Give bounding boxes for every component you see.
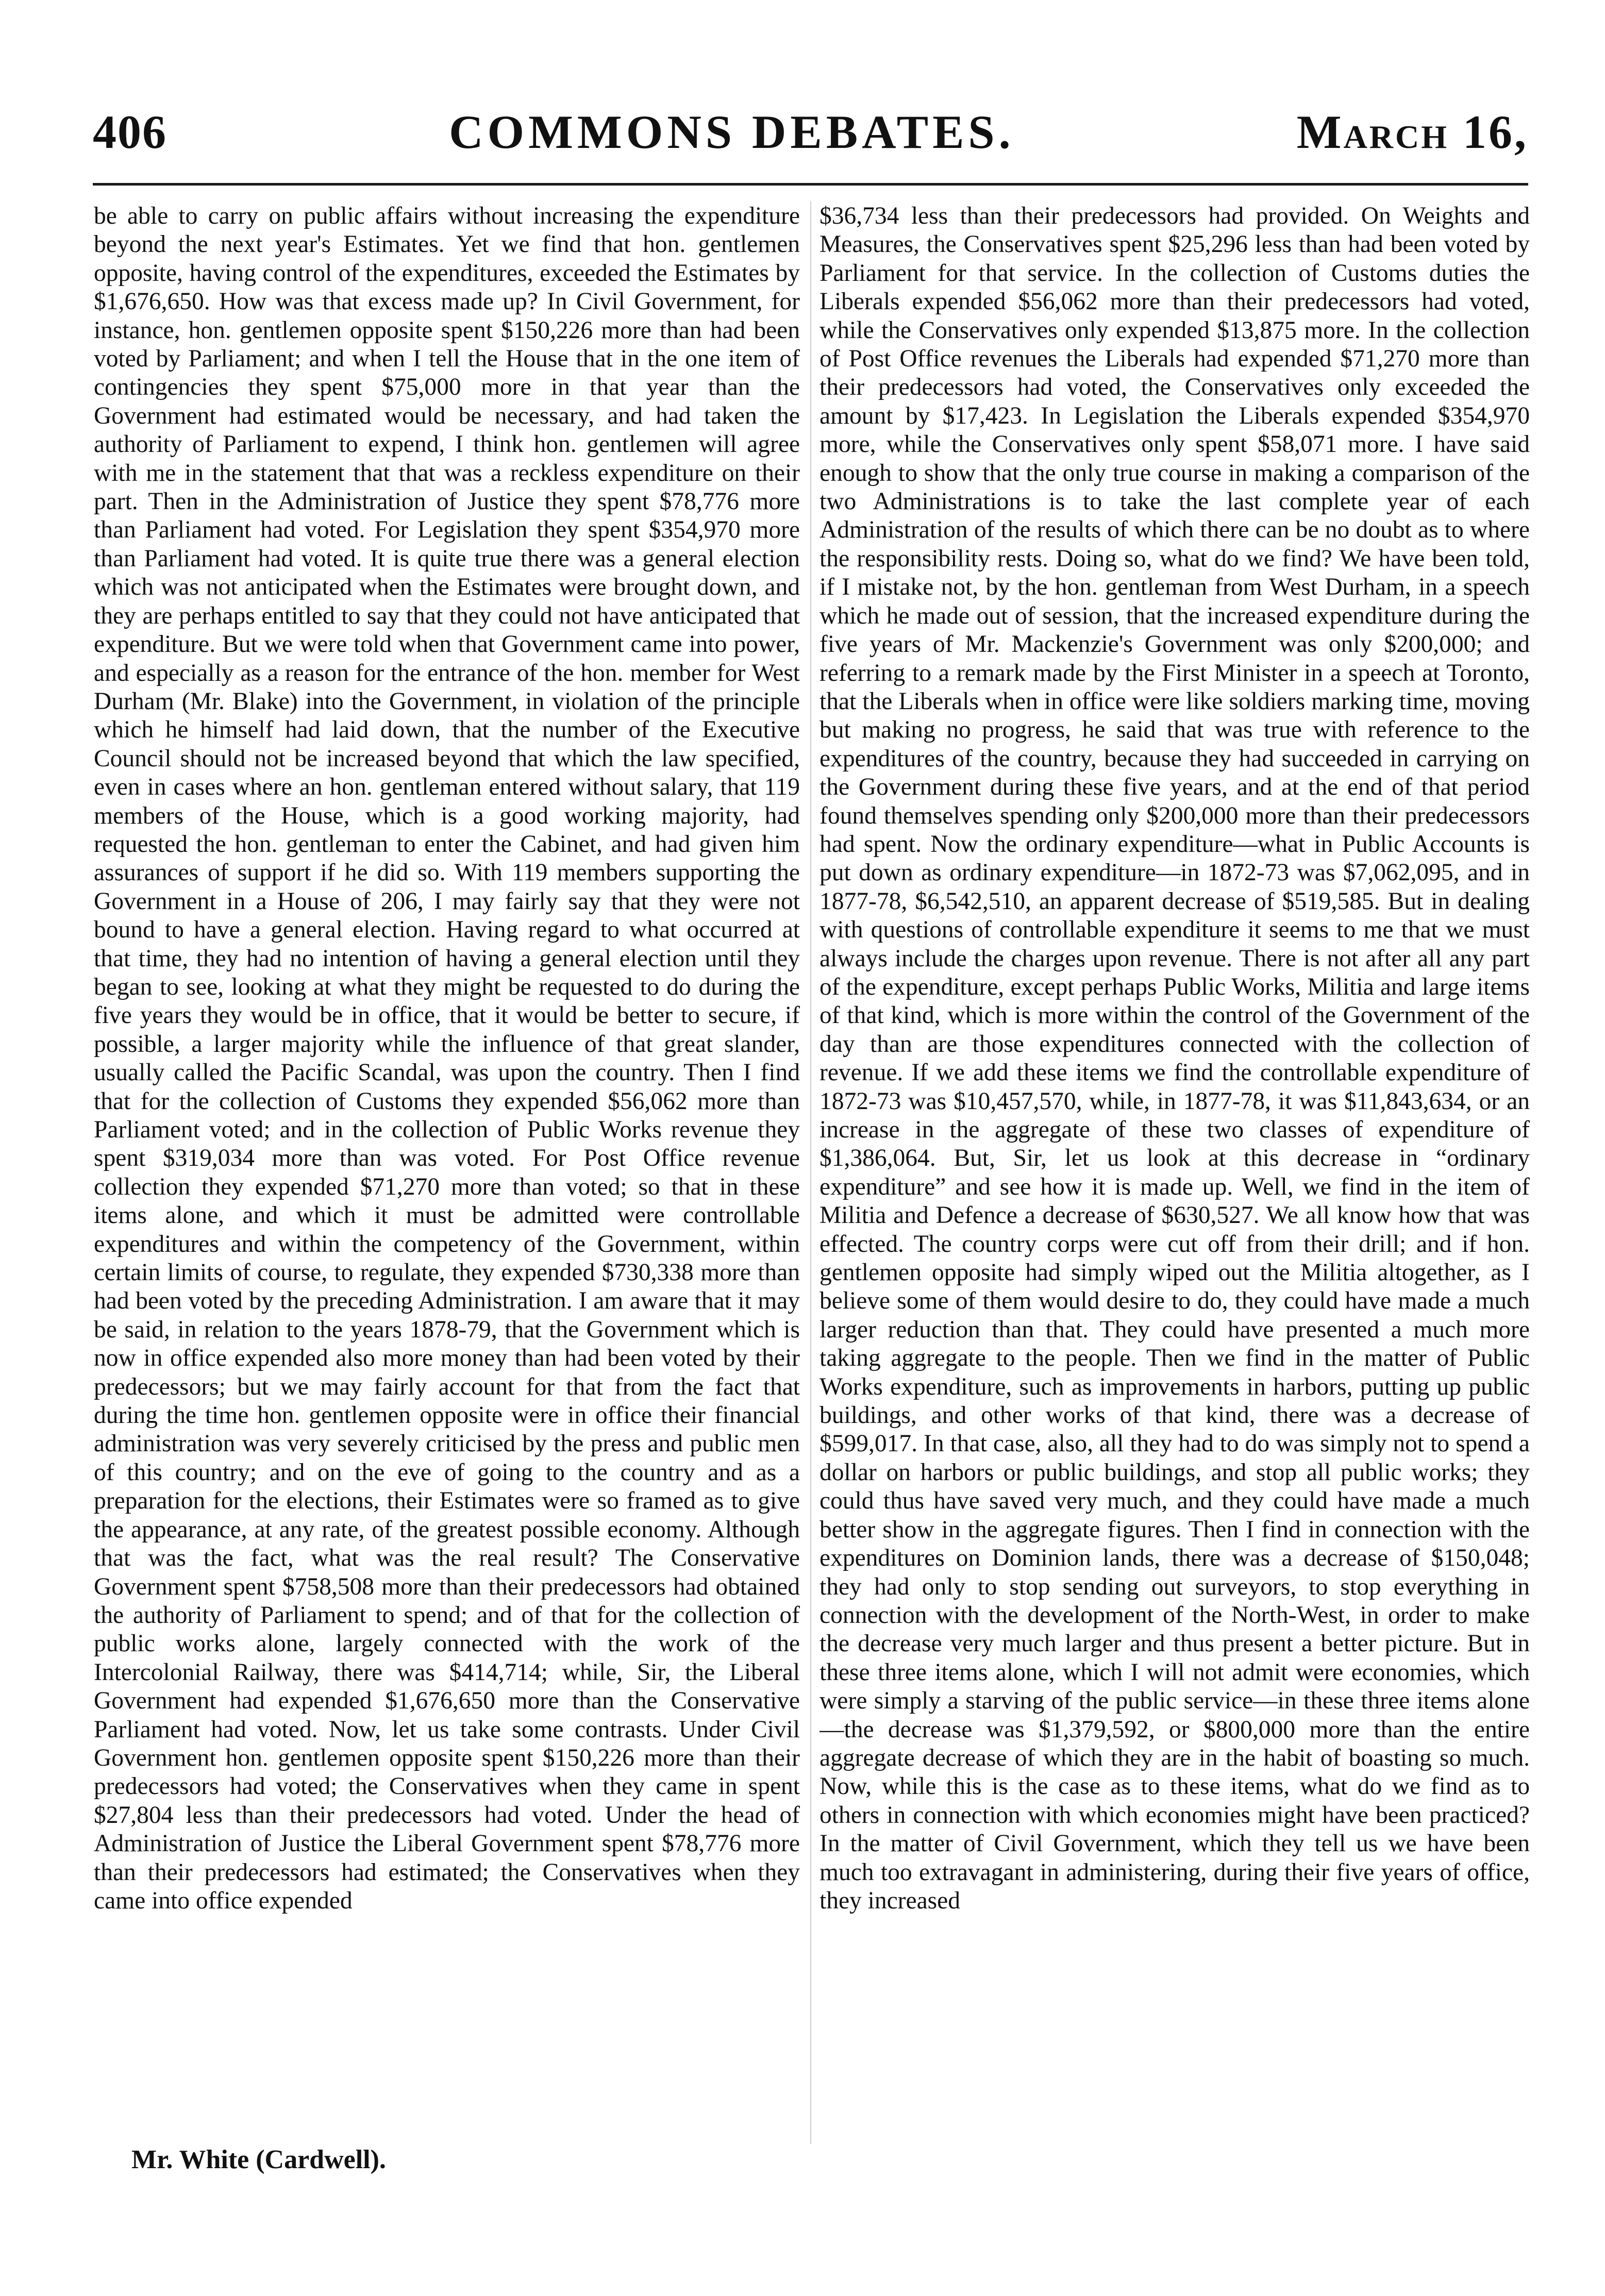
column-divider bbox=[810, 201, 811, 2144]
left-column bbox=[94, 202, 800, 2160]
page-header bbox=[93, 108, 1528, 170]
page-title: COMMONS DEBATES. bbox=[449, 106, 1015, 158]
page-number: 406 bbox=[93, 106, 167, 158]
right-column bbox=[820, 202, 1530, 2160]
header-rule bbox=[93, 183, 1528, 186]
right-column-text: $36,734 less than their predecessors had provided. On Weights and Measures, the Conservatives spent $25,296 less than had been voted by Parliament for that service. In the collection of Customs duties the Liberals expended $56,062 more than their predecessors had voted, while the Conservatives only expended $13,875 more. In the collection of Post Office revenues the Liberals had expended $71,270 more than their predecessors had voted, the Conservatives only exceeded the amount by $17,423. In Legislation the Liberals expended $354,970 more, while the Conservatives only spent $58,071 more. I have said enough to show that the only true course in making a comparison of the two Administrations is to take the last complete year of each Administration of the results of which there can be no doubt as to where the responsibility rests. Doing so, what do we find? We have been told, if I mistake not, by the hon. gentleman from West Durham, in a speech which he made out of session, that the increased expenditure during the five years of Mr. Mackenzie's Government was only $200,000; and referring to a remark made by the First Minister in a speech at Toronto, that the Liberals when in office were like soldiers marking time, moving but making no progress, he said that was true with reference to the expenditures of the country, because they had succeeded in carrying on the Government during these five years, and at the end of that period found themselves spending only $200,000 more than their predecessors had spent. Now the ordinary expenditure—what in Public Accounts is put down as ordinary expenditure—in 1872-73 was $7,062,095, and in 1877-78, $6,542,510, an apparent decrease of $519,585. But in dealing with questions of controllable expenditure it seems to me that we must always include the charges upon revenue. There is not after all any part of the expenditure, except perhaps Public Works, Militia and large items of that kind, which is more within the control of the Government of the day than are those expenditures connected with the collection of revenue. If we add these items we find the controllable expenditure of 1872-73 was $10,457,570, while, in 1877-78, it was $11,843,634, or an increase in the aggregate of these two classes of expenditure of $1,386,064. But, Sir, let us look at this decrease in “ordinary expenditure” and see how it is made up. Well, we find in the item of Militia and Defence a decrease of $630,527. We all know how that was effected. The country corps were cut off from their drill; and if hon. gentlemen opposite had simply wiped out the Militia altogether, as I believe some of them would desire to do, they could have made a much larger reduction than that. They could have presented a much more taking aggregate to the people. Then we find in the matter of Public Works expenditure, such as improvements in harbors, putting up public buildings, and other works of that kind, there was a decrease of $599,017. In that case, also, all they had to do was simply not to spend a dollar on harbors or public buildings, and stop all public works; they could thus have saved very much, and they could have made a much better show in the aggregate figures. Then I find in connection with the expenditures on Dominion lands, there was a decrease of $150,048; they had only to stop sending out surveyors, to stop everything in connection with the development of the North-West, in order to make the decrease very much larger and thus present a better picture. But in these three items alone, which I will not admit were economies, which were simply a starving of the public service—in these three items alone—the decrease was $1,379,592, or $800,000 more than the entire aggregate decrease of which they are in the habit of boasting so much. Now, while this is the case as to these items, what do we find as to others in connection with which economies might have been practiced? In the matter of Civil Government, which they tell us we have been much too extravagant in administering, during their five years of office, they increased bbox=[820, 203, 1530, 1914]
speaker-footer: Mr. White (Cardwell). bbox=[131, 2145, 386, 2174]
left-column-text: be able to carry on public affairs without increasing the expenditure beyond the next year's Estimates. Yet we find that hon. gentlemen opposite, having control of the expenditures, exceeded the Estimates by $1,676,650. How was that excess made up? In Civil Government, for instance, hon. gentlemen opposite spent $150,226 more than had been voted by Parliament; and when I tell the House that in the one item of contingencies they spent $75,000 more in that year than the Government had estimated would be necessary, and had taken the authority of Parliament to expend, I think hon. gentlemen will agree with me in the statement that that was a reckless expenditure on their part. Then in the Administration of Justice they spent $78,776 more than Parliament had voted. For Legislation they spent $354,970 more than Parliament had voted. It is quite true there was a general election which was not anticipated when the Estimates were brought down, and they are perhaps entitled to say that they could not have anticipated that expenditure. But we were told when that Government came into power, and especially as a reason for the entrance of the hon. member for West Durham (Mr. Blake) into the Government, in violation of the principle which he himself had laid down, that the number of the Executive Council should not be increased beyond that which the law specified, even in cases where an hon. gentleman entered without salary, that 119 members of the House, which is a good working majority, had requested the hon. gentleman to enter the Cabinet, and had given him assurances of support if he did so. With 119 members supporting the Government in a House of 206, I may fairly say that they were not bound to have a general election. Having regard to what occurred at that time, they had no intention of having a general election until they began to see, looking at what they might be requested to do during the five years they would be in office, that it would be better to secure, if possible, a larger majority while the influence of that great slander, usually called the Pacific Scandal, was upon the country. Then I find that for the collection of Customs they expended $56,062 more than Parliament voted; and in the collection of Public Works revenue they spent $319,034 more than was voted. For Post Office revenue collection they expended $71,270 more than voted; so that in these items alone, and which it must be admitted were controllable expenditures and within the competency of the Government, within certain limits of course, to regulate, they expended $730,338 more than had been voted by the preceding Administration. I am aware that it may be said, in relation to the years 1878-79, that the Government which is now in office expended also more money than had been voted by their predecessors; but we may fairly account for that from the fact that during the time hon. gentlemen opposite were in office their financial administration was very severely criticised by the press and public men of this country; and on the eve of going to the country and as a preparation for the elections, their Estimates were so framed as to give the appearance, at any rate, of the greatest possible economy. Although that was the fact, what was the real result? The Conservative Government spent $758,508 more than their predecessors had obtained the authority of Parliament to spend; and of that for the collection of public works alone, largely connected with the work of the Intercolonial Railway, there was $414,714; while, Sir, the Liberal Government had expended $1,676,650 more than the Conservative Parliament had voted. Now, let us take some contrasts. Under Civil Government hon. gentlemen opposite spent $150,226 more than their predecessors had voted; the Conservatives when they came in spent $27,804 less than their predecessors had voted. Under the head of Administration of Justice the Liberal Government spent $78,776 more than their predecessors had estimated; the Conservatives when they came into office expended bbox=[94, 203, 800, 1914]
page-date: March 16, bbox=[1296, 106, 1528, 158]
